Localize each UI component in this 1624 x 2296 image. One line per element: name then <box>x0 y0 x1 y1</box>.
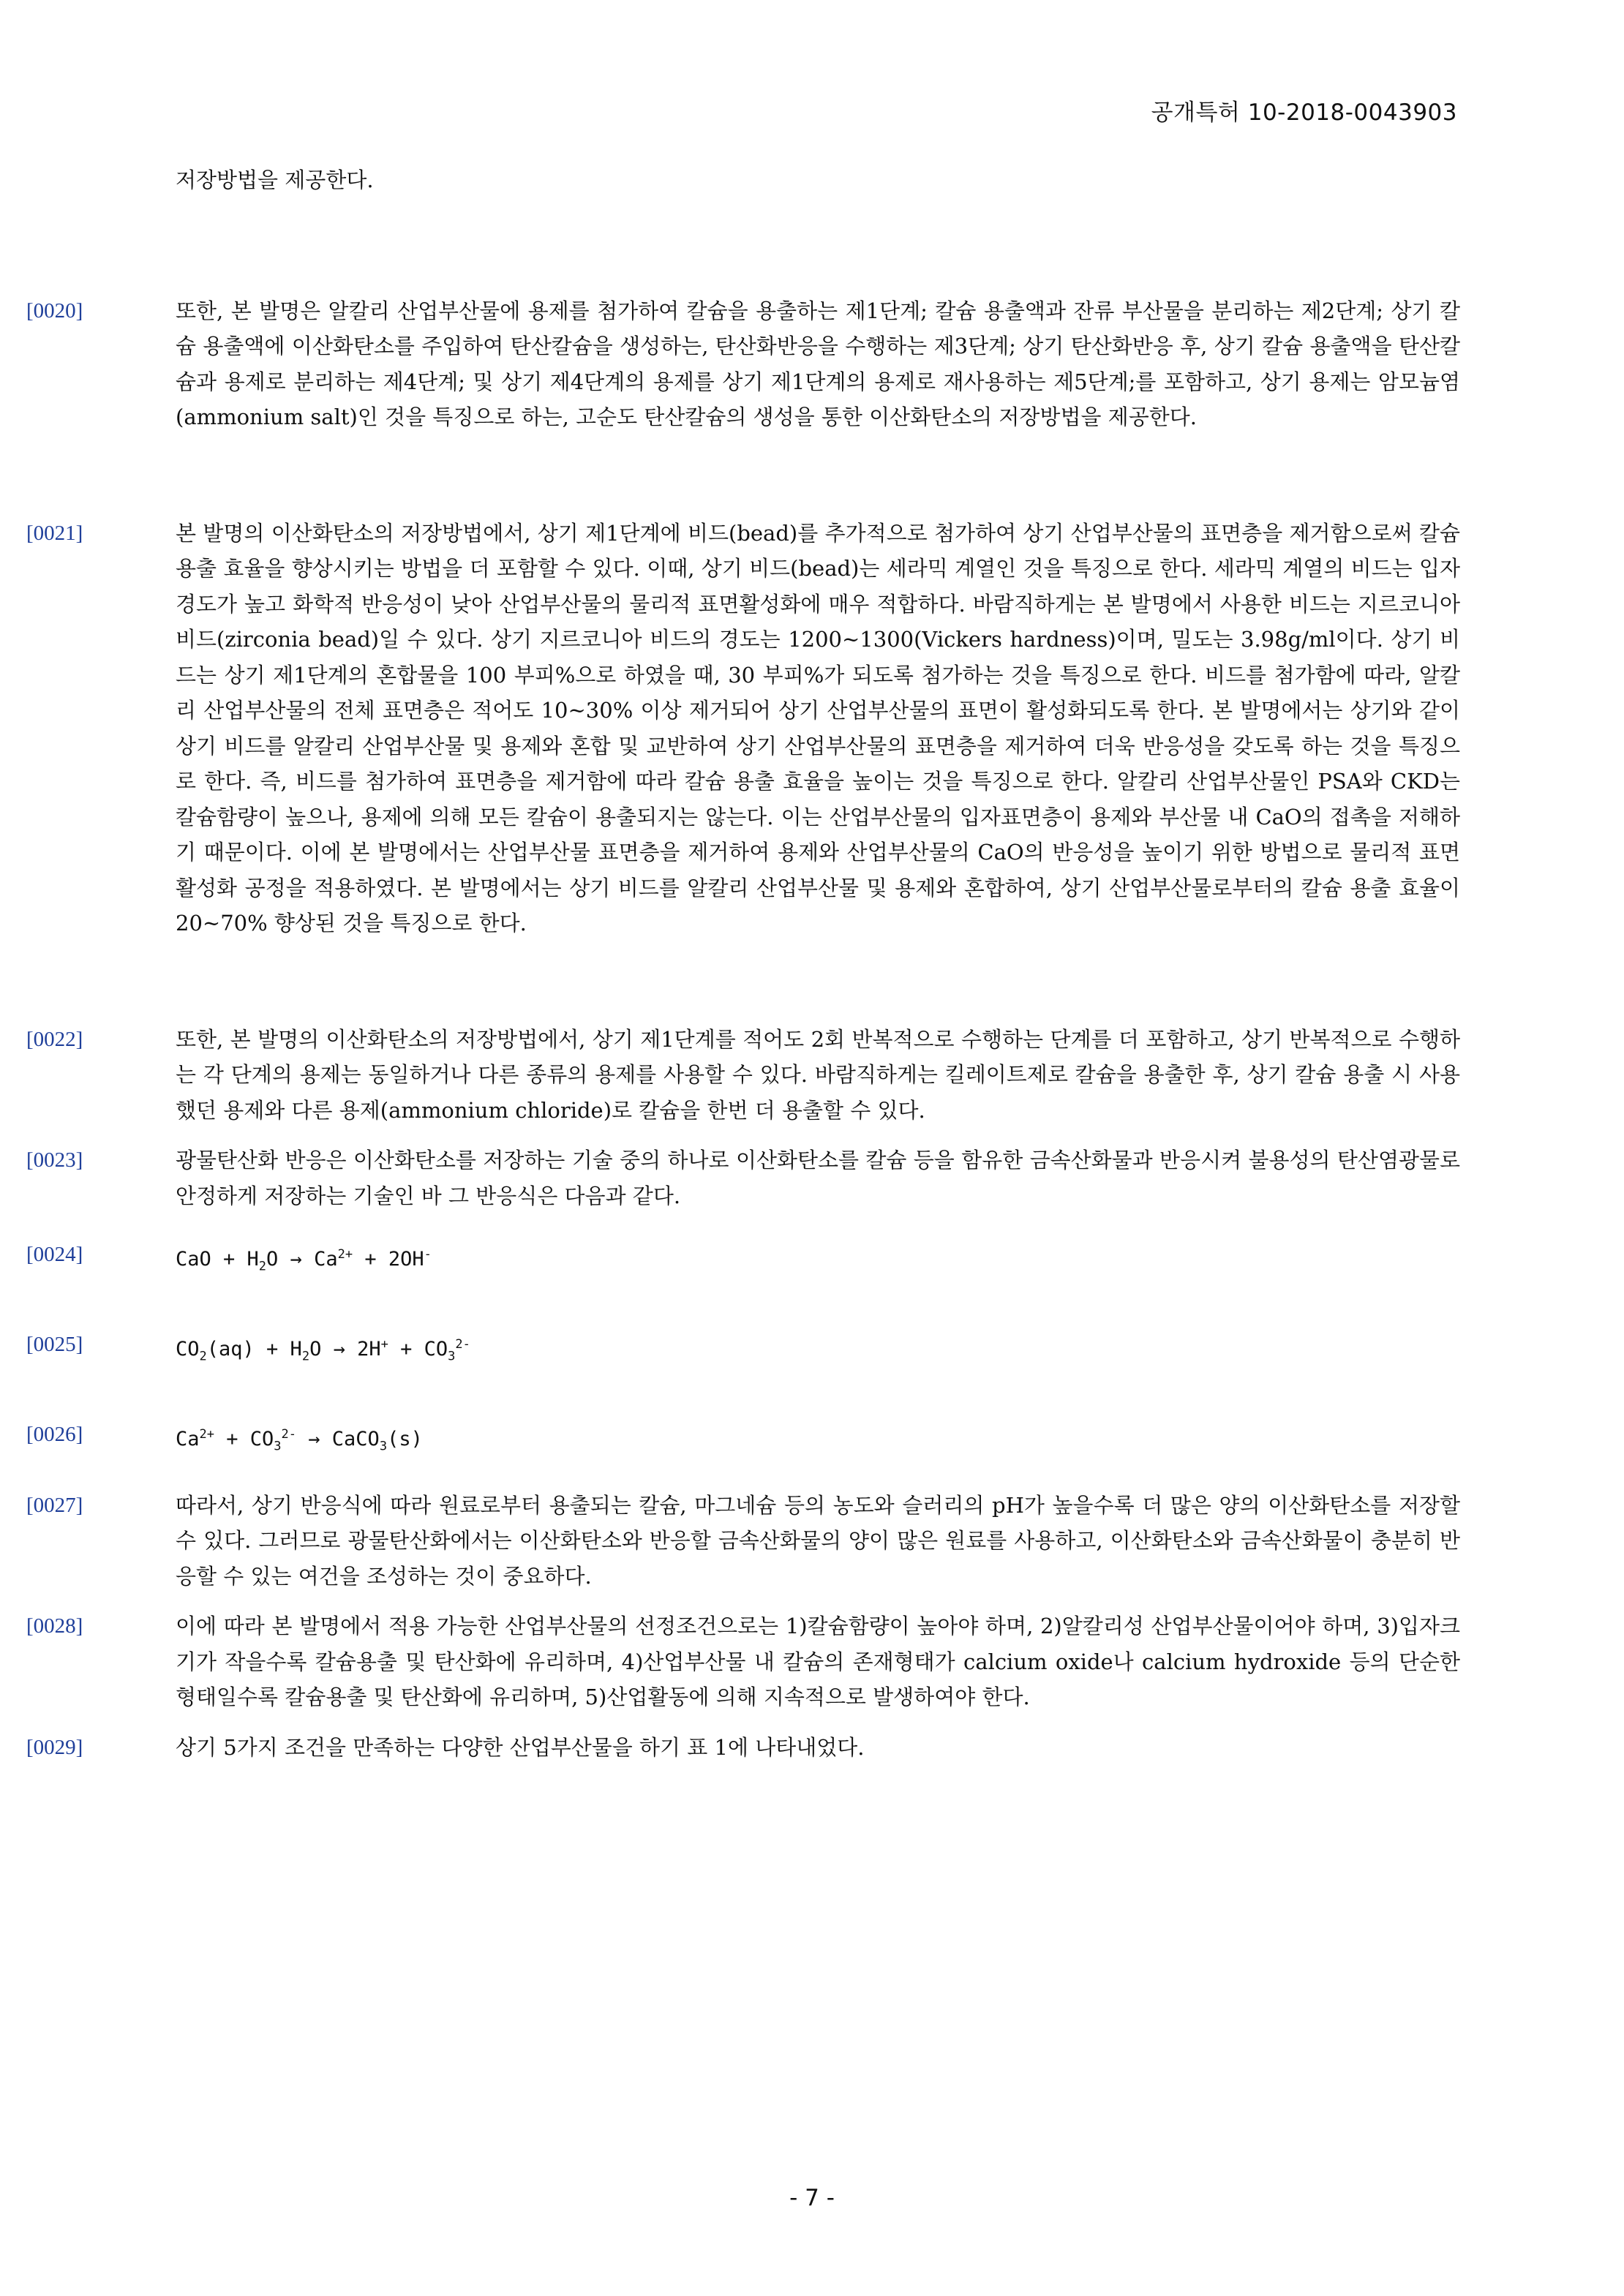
paragraph-text: 저장방법을 제공한다. <box>176 168 374 192</box>
eq-part: + CO <box>214 1427 274 1450</box>
eq-part: + CO <box>388 1337 448 1360</box>
paragraph-number: [0027] <box>26 1493 83 1517</box>
paragraph-text: 광물탄산화 반응은 이산화탄소를 저장하는 기술 중의 하나로 이산화탄소를 칼슘 등을 함유한 금속산화물과 반응시켜 불용성의 탄산염광물로 안정하게 저장하는 기술인 바 그 반응식은 다음과 같다. <box>176 1148 1460 1208</box>
paragraph-number: [0029] <box>26 1735 83 1759</box>
eq-part: O → Ca <box>266 1248 338 1271</box>
paragraph-text: 또한, 본 발명은 알칼리 산업부산물에 용제를 첨가하여 칼슘을 용출하는 제1단계; 칼슘 용출액과 잔류 부산물을 분리하는 제2단계; 상기 칼슘 용출액에 이산화탄소를 주입하여 탄산칼슘을 생성하는, 탄산화반응을 수행하는 제3단계; 상기 탄산화반응 후, 상기 칼슘 용출액을 탄산칼슘과 용제로 분리하는 제4단계; 및 상기 제4단계의 용제를 상기 제1단계의 용제로 재사용하는 제5단계;를 포함하고, 상기 용제는 암모늄염(ammonium salt)인 것을 특징으로 하는, 고순도 탄산칼슘의 생성을 통한 이산화탄소의 저장방법을 제공한다. <box>176 298 1460 429</box>
eq-part: Ca <box>176 1427 200 1450</box>
eq-subscript: 3 <box>448 1349 456 1364</box>
eq-part: (aq) + H <box>206 1337 302 1360</box>
paragraph-text: 따라서, 상기 반응식에 따라 원료로부터 용출되는 칼슘, 마그네슘 등의 농도와 슬러리의 pH가 높을수록 더 많은 양의 이산화탄소를 저장할 수 있다. 그러므로 광물탄산화에서는 이산화탄소와 반응할 금속산화물의 양이 많은 원료를 사용하고, 이산화탄소와 금속산화물이 충분히 반응할 수 있는 여건을 조성하는 것이 중요하다. <box>176 1492 1460 1589</box>
eq-subscript: 2 <box>199 1349 207 1364</box>
paragraph-0027 <box>26 1488 1460 1595</box>
eq-subscript: 2 <box>258 1259 267 1274</box>
paragraph-text: 이에 따라 본 발명에서 적용 가능한 산업부산물의 선정조건으로는 1)칼슘함량이 높아야 하며, 2)알칼리성 산업부산물이어야 하며, 3)입자크기가 작을수록 칼슘용출 및 탄산화에 유리하며, 4)산업부산물 내 칼슘의 존재형태가 calcium oxide나 calcium hydroxide 등의 단순한 형태일수록 칼슘용출 및 탄산화에 유리하며, 5)산업활동에 의해 지속적으로 발생하여야 한다. <box>176 1614 1460 1710</box>
paragraph-number: [0020] <box>26 298 83 323</box>
chemical-equation-3 <box>176 1417 1460 1464</box>
publication-id: 공개특허 10-2018-0043903 <box>1151 99 1457 126</box>
paragraph-0023 <box>26 1143 1460 1213</box>
eq-part: + 2OH <box>353 1248 424 1271</box>
paragraph-text: 본 발명의 이산화탄소의 저장방법에서, 상기 제1단계에 비드(bead)를 추가적으로 첨가하여 상기 산업부산물의 표면층을 제거함으로써 칼슘 용출 효율을 향상시키는 방법을 더 포함할 수 있다. 이때, 상기 비드(bead)는 세라믹 계열인 것을 특징으로 한다. 세라믹 계열의 비드는 입자경도가 높고 화학적 반응성이 낮아 산업부산물의 물리적 표면활성화에 매우 적합하다. 바람직하게는 본 발명에서 사용한 비드는 지르코니아 비드(zirconia bead)일 수 있다. 상기 지르코니아 비드의 경도는 1200~1300(Vickers hardness)이며, 밀도는 3.98g/ml이다. 상기 비드는 상기 제1단계의 혼합물을 100 부피%으로 하였을 때, 30 부피%가 되도록 첨가하는 것을 특징으로 한다. 비드를 첨가함에 따라, 알칼리 산업부산물의 전체 표면층은 적어도 10~30% 이상 제거되어 상기 산업부산물의 표면이 활성화되도록 한다. 본 발명에서는 상기와 같이 상기 비드를 알칼리 산업부산물 및 용제와 혼합 및 교반하여 상기 산업부산물의 표면층을 제거하여 더욱 반응성을 갖도록 하는 것을 특징으로 한다. 즉, 비드를 첨가하여 표면층을 제거함에 따라 칼슘 용출 효율을 높이는 것을 특징으로 한다. 알칼리 산업부산물인 PSA와 CKD는 칼슘함량이 높으나, 용제에 의해 모든 칼슘이 용출되지는 않는다. 이는 산업부산물의 입자표면층이 용제와 부산물 내 CaO의 접촉을 저해하기 때문이다. 이에 본 발명에서는 산업부산물 표면층을 제거하여 용제와 산업부산물의 CaO의 반응성을 높이기 위한 방법으로 물리적 표면활성화 공정을 적용하였다. 본 발명에서는 상기 비드를 알칼리 산업부산물 및 용제와 혼합하여, 상기 산업부산물로부터의 칼슘 용출 효율이 20~70% 향상된 것을 특징으로 한다. <box>176 520 1460 936</box>
eq-superscript: 2- <box>455 1336 470 1352</box>
paragraph-number: [0023] <box>26 1148 83 1172</box>
eq-part: CO <box>176 1337 200 1360</box>
eq-superscript: 2+ <box>337 1247 353 1262</box>
eq-part: (s) <box>387 1427 423 1450</box>
paragraph-0026 <box>26 1417 1460 1464</box>
eq-part: O → 2H <box>309 1337 381 1360</box>
chemical-equation-1 <box>176 1237 1460 1284</box>
page-number: - 7 - <box>789 2185 835 2211</box>
eq-subscript: 3 <box>274 1439 282 1454</box>
paragraph-text: 상기 5가지 조건을 만족하는 다양한 산업부산물을 하기 표 1에 나타내었다. <box>176 1734 865 1760</box>
paragraph-intro <box>26 162 1460 198</box>
paragraph-0021 <box>26 516 1460 941</box>
paragraph-number: [0026] <box>26 1422 83 1446</box>
paragraph-0025 <box>26 1327 1460 1374</box>
eq-subscript: 3 <box>379 1439 388 1454</box>
eq-part: → CaCO <box>296 1427 380 1450</box>
paragraph-0020 <box>26 293 1460 435</box>
paragraph-number: [0021] <box>26 521 83 545</box>
document-body <box>26 162 1460 1765</box>
paragraph-number: [0022] <box>26 1027 83 1051</box>
paragraph-0028 <box>26 1608 1460 1715</box>
eq-part: CaO + H <box>176 1248 259 1271</box>
eq-superscript: + <box>380 1336 388 1352</box>
paragraph-0022 <box>26 1022 1460 1129</box>
paragraph-0029 <box>26 1730 1460 1766</box>
eq-subscript: 2 <box>301 1349 310 1364</box>
paragraph-0024 <box>26 1237 1460 1284</box>
paragraph-number: [0024] <box>26 1243 83 1266</box>
paragraph-text: 또한, 본 발명의 이산화탄소의 저장방법에서, 상기 제1단계를 적어도 2회 반복적으로 수행하는 단계를 더 포함하고, 상기 반복적으로 수행하는 각 단계의 용제는 동일하거나 다른 종류의 용제를 사용할 수 있다. 바람직하게는 킬레이트제로 칼슘을 용출한 후, 상기 칼슘 용출 시 사용했던 용제와 다른 용제(ammonium chloride)로 칼슘을 한번 더 용출할 수 있다. <box>176 1026 1460 1123</box>
eq-superscript: 2- <box>281 1426 297 1442</box>
eq-superscript: 2+ <box>199 1426 214 1442</box>
paragraph-number: [0028] <box>26 1614 83 1638</box>
eq-superscript: - <box>424 1247 432 1262</box>
chemical-equation-2 <box>176 1327 1460 1374</box>
paragraph-number: [0025] <box>26 1332 83 1356</box>
